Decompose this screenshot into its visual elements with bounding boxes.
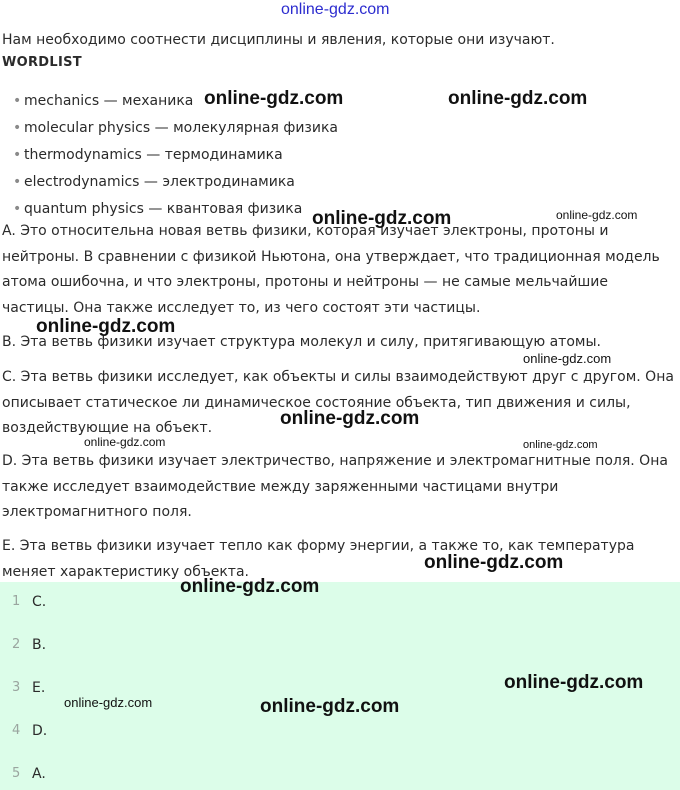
watermark: online-gdz.com: [84, 435, 166, 449]
answer-value: A.: [32, 766, 46, 782]
wordlist-item-text: mechanics — механика: [24, 93, 194, 109]
bullet-icon: •: [13, 147, 22, 163]
watermark: online-gdz.com: [64, 695, 153, 710]
intro-text: Нам необходимо соотнести дисциплины и явления, которые они изучают.: [2, 32, 555, 48]
paragraph-e: E. Эта ветвь физики изучает тепло как форму энергии, а также то, как температура меняет характеристику объекта.: [2, 538, 635, 580]
watermark: online-gdz.com: [36, 316, 176, 337]
answer-number: 1: [12, 594, 21, 609]
answer-value: D.: [32, 723, 48, 739]
watermark: online-gdz.com: [556, 208, 638, 222]
watermark: online-gdz.com: [280, 408, 420, 429]
watermark: online-gdz.com: [312, 208, 452, 229]
answer-value: C.: [32, 594, 47, 610]
bullet-icon: •: [13, 93, 22, 109]
watermark: online-gdz.com: [523, 439, 598, 451]
wordlist-item-text: thermodynamics — термодинамика: [24, 147, 283, 163]
wordlist-title: WORDLIST: [2, 55, 82, 70]
answer-value: E.: [32, 680, 46, 696]
bullet-icon: •: [13, 174, 22, 190]
watermark: online-gdz.com: [504, 672, 644, 693]
wordlist-item: [0, 144, 338, 171]
watermark: online-gdz.com: [180, 576, 320, 597]
paragraph-a: A. Это относительна новая ветвь физики, которая изучает электроны, протоны и нейтроны. В сравнении с физикой Ньютона, она утверждает, что традиционная модель атома ошибочна, и что электроны, протоны и нейтроны — не самые мельчайшие частицы. Она также исследует то, из чего состоят эти частицы.: [2, 223, 660, 317]
paragraph-c: C. Эта ветвь физики исследует, как объекты и силы взаимодействуют друг с другом. Она описывает статическое ли динамическое состояние объекта, тип движения и силы, воздействующие на объект.: [2, 369, 674, 437]
bullet-icon: •: [13, 201, 22, 217]
answer-number: 5: [12, 766, 21, 781]
wordlist: [0, 90, 338, 225]
answer-number: 2: [12, 637, 21, 652]
answer-number: 4: [12, 723, 21, 738]
watermark: online-gdz.com: [424, 552, 564, 573]
watermark: online-gdz.com: [260, 696, 400, 717]
watermark: online-gdz.com: [448, 88, 588, 109]
watermark: online-gdz.com: [204, 88, 344, 109]
wordlist-item: [0, 171, 338, 198]
paragraph-b: B. Эта ветвь физики изучает структура молекул и силу, притягивающую атомы.: [2, 334, 601, 350]
wordlist-item-text: electrodynamics — электродинамика: [24, 174, 295, 190]
answer-number: 3: [12, 680, 21, 695]
paragraph-d: D. Эта ветвь физики изучает электричество, напряжение и электромагнитные поля. Она также исследует взаимодействие между заряженными частицами внутри электромагнитного поля.: [2, 453, 668, 521]
watermark-top: online-gdz.com: [281, 1, 390, 18]
answer-value: B.: [32, 637, 47, 653]
watermark: online-gdz.com: [523, 351, 612, 366]
bullet-icon: •: [13, 120, 22, 136]
wordlist-item-text: molecular physics — молекулярная физика: [24, 120, 339, 136]
wordlist-item: [0, 117, 338, 144]
wordlist-item-text: quantum physics — квантовая физика: [24, 201, 303, 217]
